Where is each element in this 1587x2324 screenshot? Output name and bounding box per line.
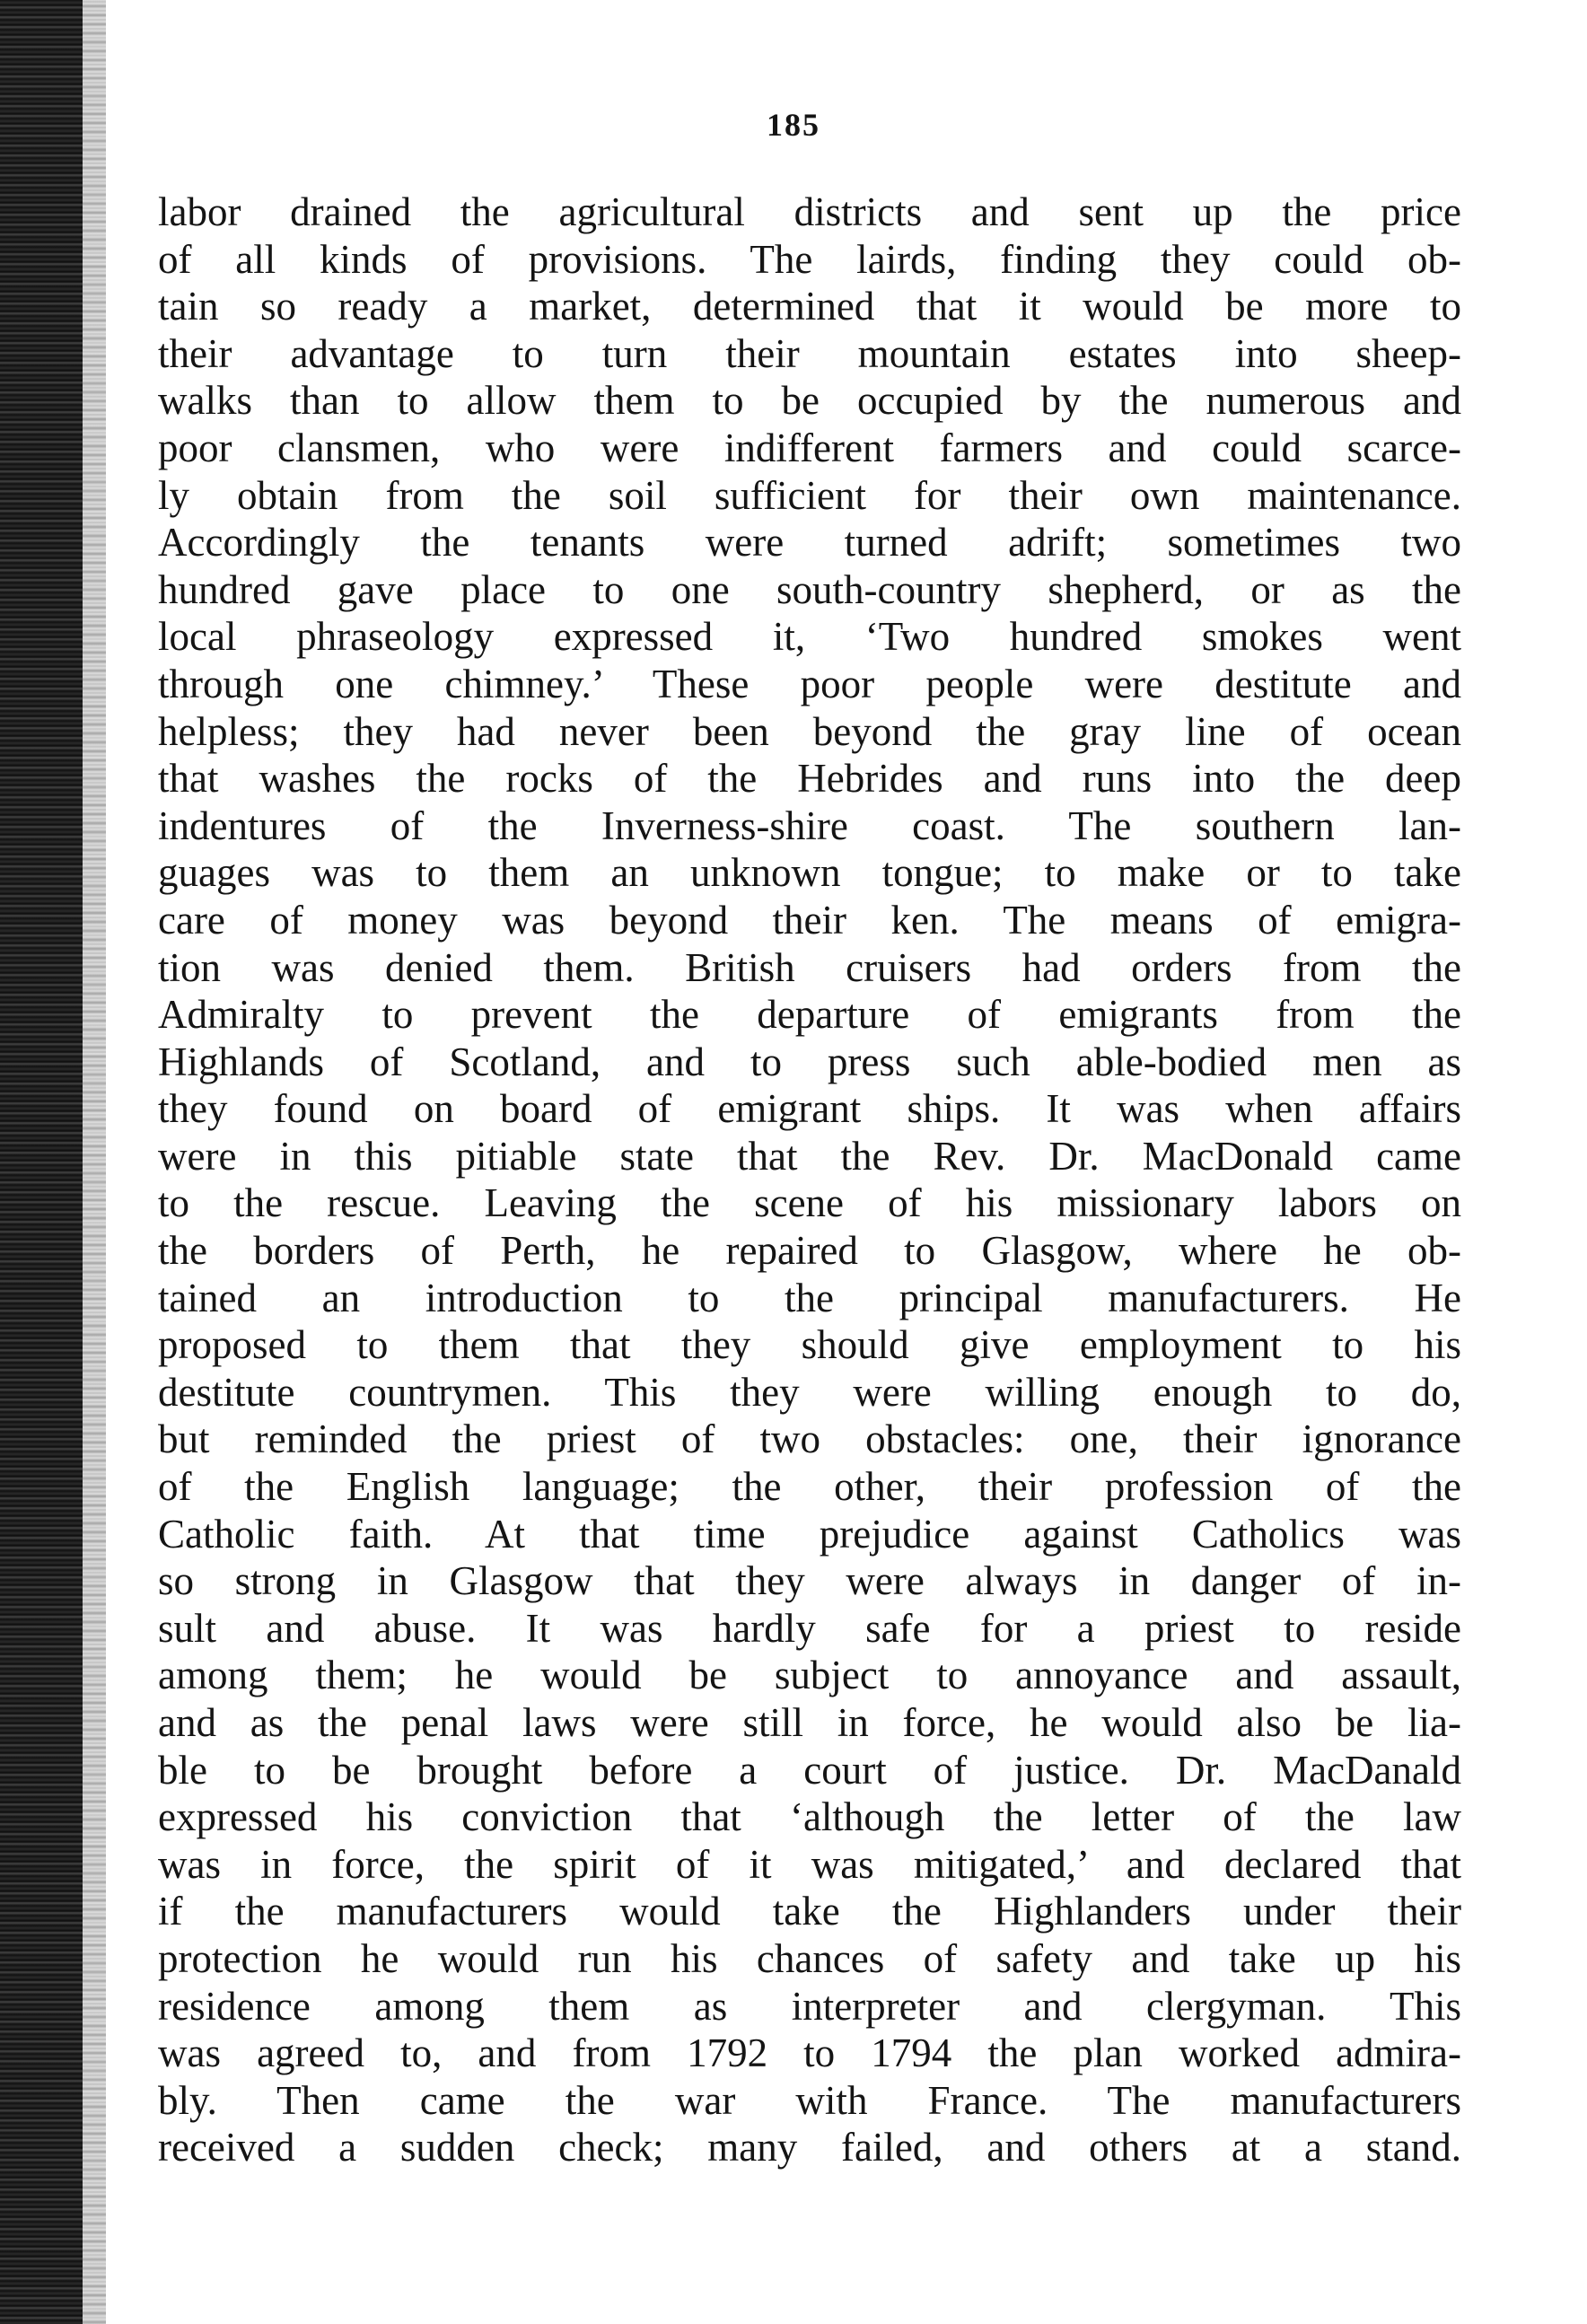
scanned-binding-edge xyxy=(0,0,106,2324)
text-line: the borders of Perth, he repaired to Glasgow, where he ob- xyxy=(158,1228,1461,1274)
text-line: guages was to them an unknown tongue; to make or to take xyxy=(158,850,1461,896)
text-line: but reminded the priest of two obstacles: one, their ignorance xyxy=(158,1416,1461,1462)
text-line: Accordingly the tenants were turned adrift; sometimes two xyxy=(158,520,1461,566)
text-line: so strong in Glasgow that they were always in danger of in- xyxy=(158,1558,1461,1604)
text-line: expressed his conviction that ‘although the letter of the law xyxy=(158,1794,1461,1840)
text-line: indentures of the Inverness-shire coast. The southern lan- xyxy=(158,802,1461,848)
text-line: tain so ready a market, determined that it would be more to xyxy=(158,284,1461,329)
text-line: tion was denied them. British cruisers had orders from the xyxy=(158,944,1461,990)
text-line: hundred gave place to one south-country shepherd, or as the xyxy=(158,566,1461,612)
text-line: among them; he would be subject to annoyance and assault, xyxy=(158,1653,1461,1698)
text-line: destitute countrymen. This they were willing enough to do, xyxy=(158,1369,1461,1415)
text-line: they found on board of emigrant ships. It was when affairs xyxy=(158,1086,1461,1132)
text-line: labor drained the agricultural districts and sent up the price xyxy=(158,189,1461,234)
text-line: Admiralty to prevent the departure of emigrants from the xyxy=(158,992,1461,1038)
text-line: if the manufacturers would take the Highlanders under their xyxy=(158,1889,1461,1934)
text-line: to the rescue. Leaving the scene of his missionary labors on xyxy=(158,1180,1461,1226)
text-line: care of money was beyond their ken. The means of emigra- xyxy=(158,897,1461,943)
body-text xyxy=(158,189,1461,2171)
text-line: through one chimney.’ These poor people were destitute and xyxy=(158,661,1461,706)
text-line: Highlands of Scotland, and to press such able-bodied men as xyxy=(158,1039,1461,1084)
text-line: of the English language; the other, their profession of the xyxy=(158,1464,1461,1510)
text-line: were in this pitiable state that the Rev. Dr. MacDonald came xyxy=(158,1133,1461,1179)
text-line: protection he would run his chances of safety and take up his xyxy=(158,1935,1461,1981)
text-line: sult and abuse. It was hardly safe for a priest to reside xyxy=(158,1605,1461,1651)
text-line: residence among them as interpreter and clergyman. This xyxy=(158,1983,1461,2029)
text-line: their advantage to turn their mountain estates into sheep- xyxy=(158,330,1461,376)
text-line: ble to be brought before a court of justice. Dr. MacDanald xyxy=(158,1747,1461,1793)
text-line: helpless; they had never been beyond the gray line of ocean xyxy=(158,708,1461,754)
text-line: and as the penal laws were still in force, he would also be lia- xyxy=(158,1700,1461,1745)
page-number: 185 xyxy=(767,107,820,143)
text-line: proposed to them that they should give employment to his xyxy=(158,1322,1461,1368)
text-line: was in force, the spirit of it was mitigated,’ and declared that xyxy=(158,1841,1461,1887)
text-line: that washes the rocks of the Hebrides and runs into the deep xyxy=(158,756,1461,802)
text-line: of all kinds of provisions. The lairds, finding they could ob- xyxy=(158,236,1461,282)
text-line: received a sudden check; many failed, and others at a stand. xyxy=(158,2125,1461,2171)
text-line: was agreed to, and from 1792 to 1794 the plan worked admira- xyxy=(158,2030,1461,2076)
text-line: local phraseology expressed it, ‘Two hundred smokes went xyxy=(158,614,1461,660)
text-line: Catholic faith. At that time prejudice against Catholics was xyxy=(158,1511,1461,1557)
text-line: walks than to allow them to be occupied by the numerous and xyxy=(158,378,1461,424)
text-line: ly obtain from the soil sufficient for their own maintenance. xyxy=(158,472,1461,518)
text-line: tained an introduction to the principal manufacturers. He xyxy=(158,1275,1461,1320)
text-line: poor clansmen, who were indifferent farmers and could scarce- xyxy=(158,425,1461,470)
text-line: bly. Then came the war with France. The manufacturers xyxy=(158,2077,1461,2123)
